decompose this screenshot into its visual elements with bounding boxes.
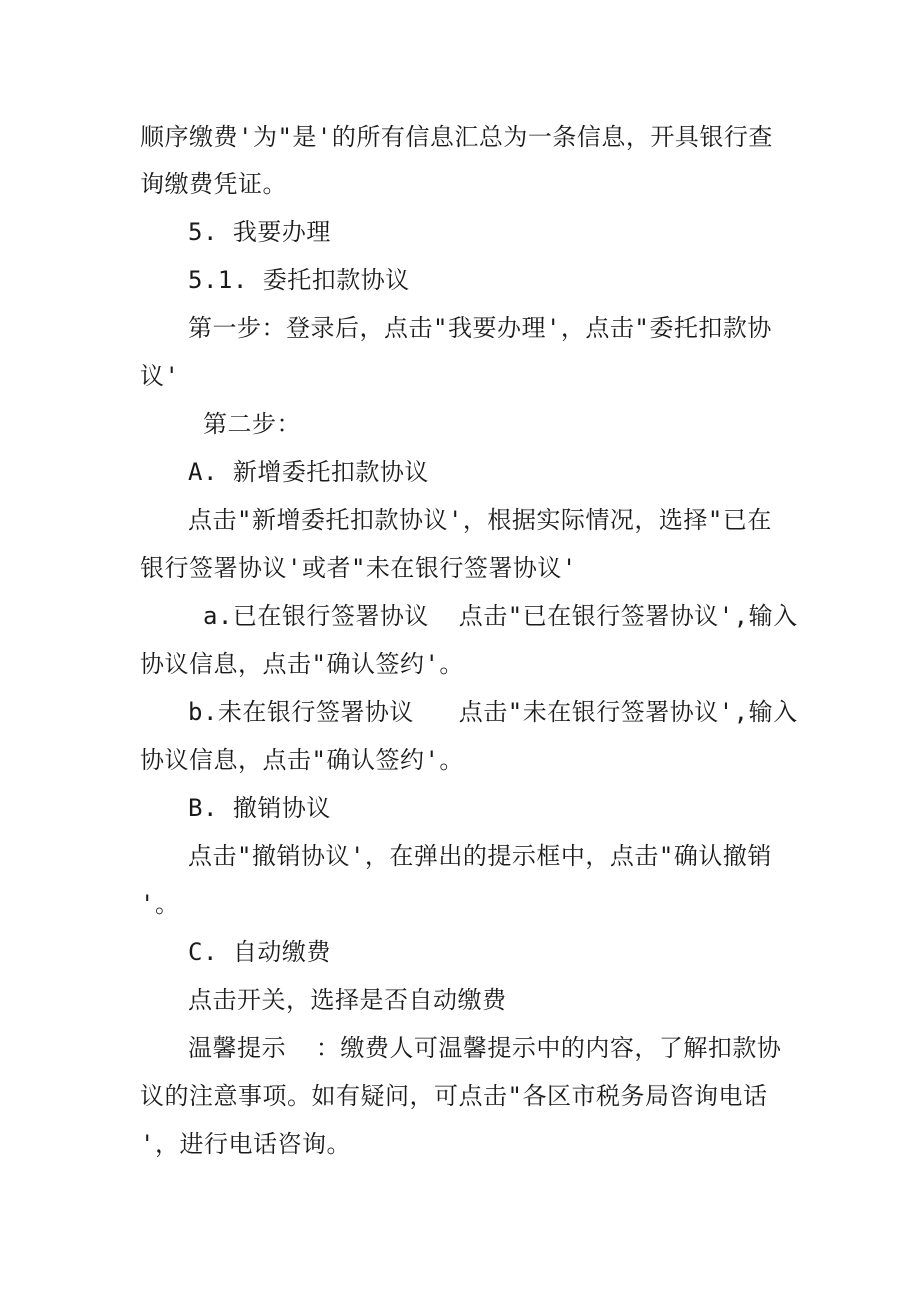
section-heading: 5. 我要办理 bbox=[188, 218, 331, 246]
step-heading: 第二步： bbox=[188, 410, 301, 438]
paragraph-line: 协议信息，点击"确认签约'。 bbox=[140, 746, 464, 774]
item-heading: B. 撤销协议 bbox=[188, 794, 331, 822]
paragraph-line: 点击"撤销协议'，在弹出的提示框中，点击"确认撤销 bbox=[188, 842, 772, 870]
paragraph-line: 第一步：登录后，点击"我要办理'，点击"委托扣款协 bbox=[188, 314, 772, 342]
paragraph-line: 询缴费凭证。 bbox=[140, 170, 287, 198]
paragraph-line: b.未在银行签署协议 点击"未在银行签署协议',输入 bbox=[188, 698, 798, 726]
paragraph-line: 协议信息，点击"确认签约'。 bbox=[140, 650, 464, 678]
item-heading: C. 自动缴费 bbox=[188, 938, 331, 966]
paragraph-line: '，进行电话咨询。 bbox=[140, 1130, 351, 1158]
paragraph-line: 议' bbox=[140, 362, 180, 390]
paragraph-line: 点击开关，选择是否自动缴费 bbox=[188, 986, 507, 1014]
paragraph-line: 议的注意事项。如有疑问，可点击"各区市税务局咨询电话 bbox=[140, 1082, 768, 1110]
paragraph-line: '。 bbox=[140, 890, 180, 918]
item-heading: A. 新增委托扣款协议 bbox=[188, 458, 429, 486]
paragraph-line: 顺序缴费'为"是'的所有信息汇总为一条信息，开具银行查 bbox=[140, 123, 773, 151]
paragraph-line: 银行签署协议'或者"未在银行签署协议' bbox=[140, 554, 577, 582]
paragraph-line: a.已在银行签署协议 点击"已在银行签署协议',输入 bbox=[188, 602, 798, 630]
subsection-heading: 5.1. 委托扣款协议 bbox=[188, 266, 410, 294]
paragraph-line: 温馨提示 ：缴费人可温馨提示中的内容，了解扣款协 bbox=[188, 1034, 782, 1062]
paragraph-line: 点击"新增委托扣款协议'，根据实际情况，选择"已在 bbox=[188, 506, 772, 534]
